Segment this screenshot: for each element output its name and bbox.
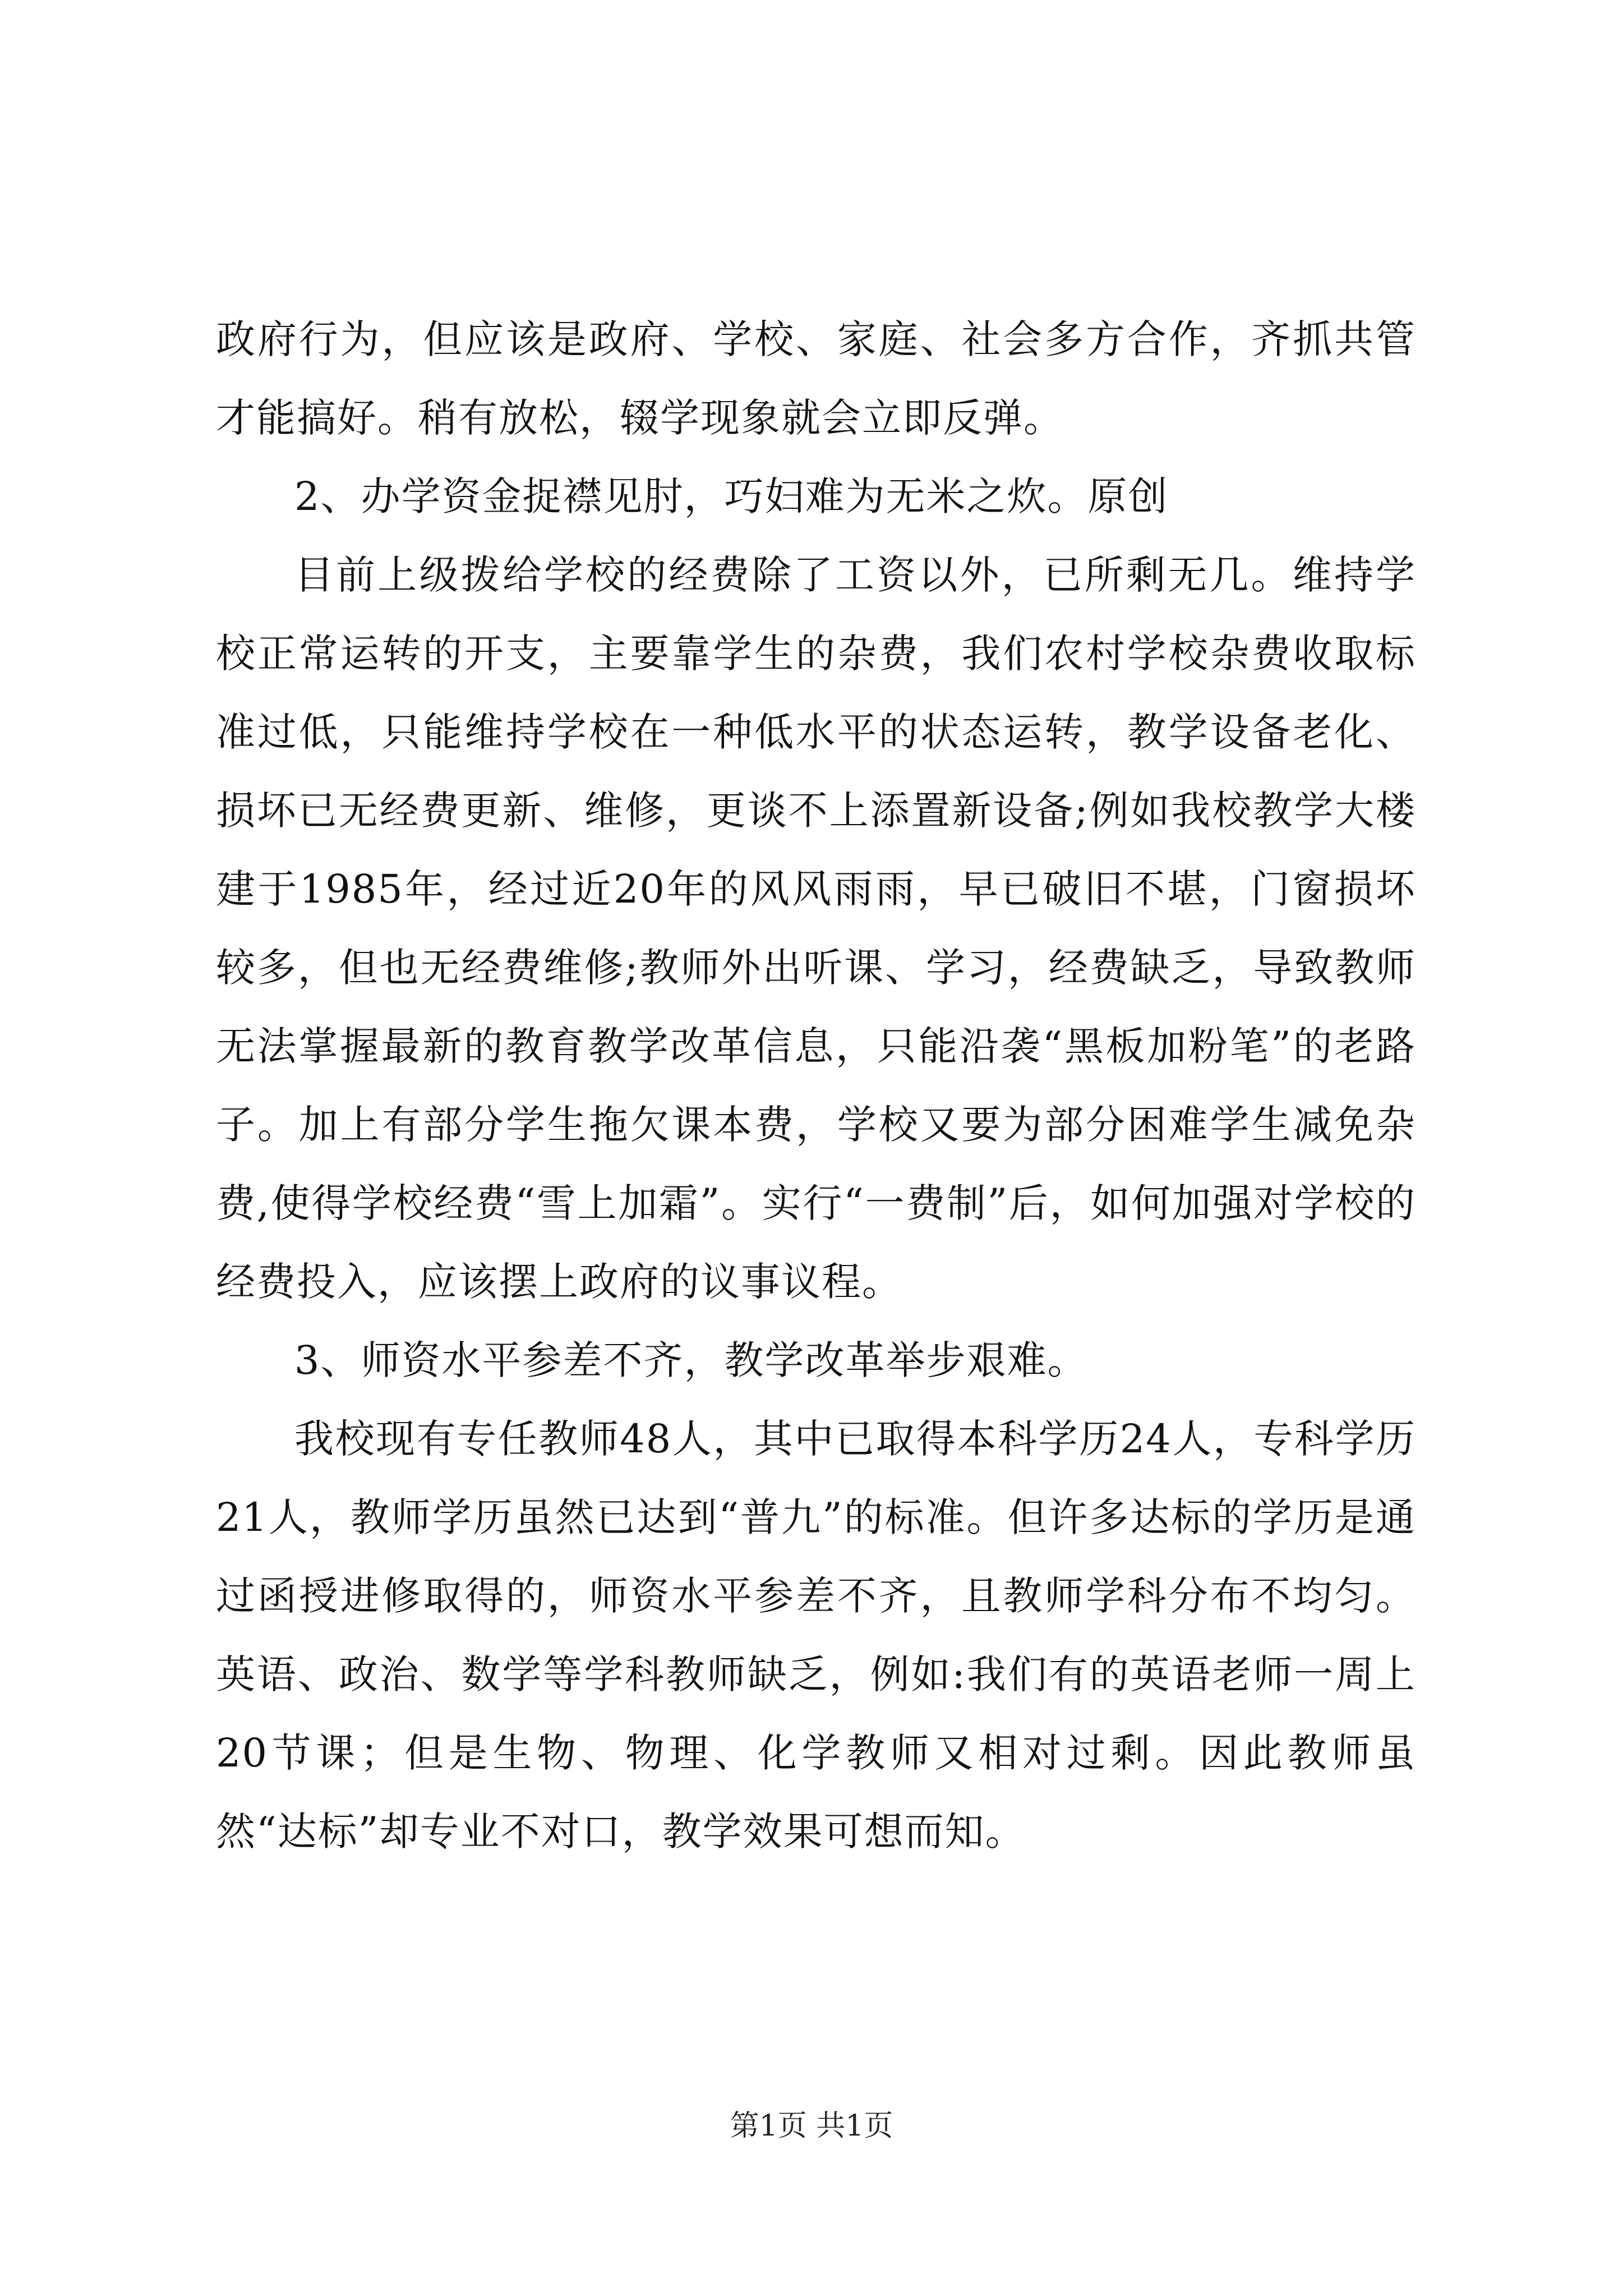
section-heading-2: 2、办学资金捉襟见肘，巧妇难为无米之炊。原创 (294, 473, 1169, 519)
document-body (216, 300, 1416, 1871)
body-paragraph-5: 我校现有专任教师48人，其中已取得本科学历24人，专科学历21人，教师学历虽然已达到“普九”的标准。但许多达标的学历是通过函授进修取得的，师资水平参差不齐，且教师学科分布不均匀。英语、政治、数学等学科教师缺乏，例如:我们有的英语老师一周上20节课；但是生物、物理、化学教师又相对过剩。因此教师虽然“达标”却专业不对口，教学效果可想而知。 (216, 1416, 1416, 1855)
body-paragraph-3: 目前上级拨给学校的经费除了工资以外，已所剩无几。维持学校正常运转的开支，主要靠学生的杂费，我们农村学校杂费收取标准过低，只能维持学校在一种低水平的状态运转，教学设备老化、损坏已无经费更新、维修，更谈不上添置新设备;例如我校教学大楼建于1985年，经过近20年的风风雨雨，早已破旧不堪，门窗损坏较多，但也无经费维修;教师外出听课、学习，经费缺乏，导致教师无法掌握最新的教育教学改革信息，只能沿袭“黑板加粉笔”的老路子。加上有部分学生拖欠课本费，学校又要为部分困难学生减免杂费,使得学校经费“雪上加霜”。实行“一费制”后，如何加强对学校的经费投入，应该摆上政府的议事议程。 (216, 552, 1416, 1305)
section-heading-3: 3、师资水平参差不齐，教学改革举步艰难。 (294, 1337, 1088, 1383)
page-footer: 第1页 共1页 (730, 2109, 893, 2143)
body-paragraph-1: 政府行为，但应该是政府、学校、家庭、社会多方合作，齐抓共管才能搞好。稍有放松，辍学现象就会立即反弹。 (216, 316, 1416, 441)
